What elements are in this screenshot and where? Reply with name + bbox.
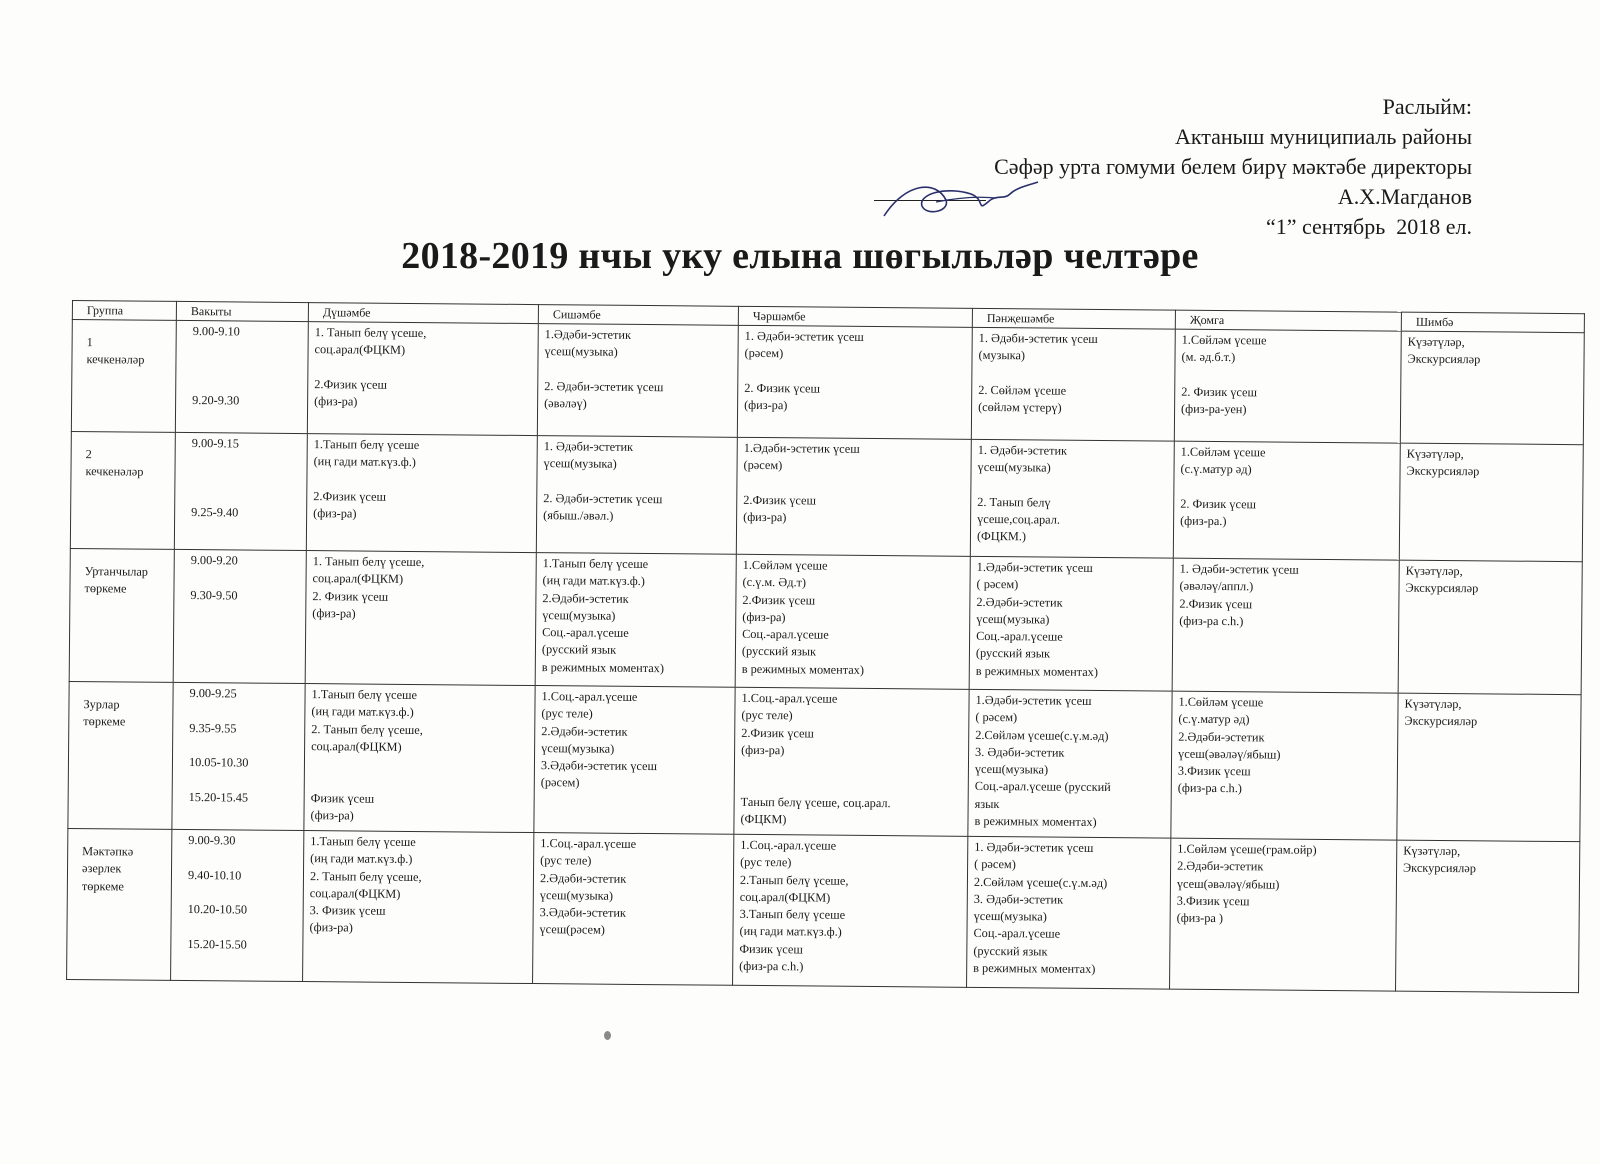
header-time: Вакыты [176, 301, 308, 321]
approval-district: Актаныш муниципиаль районы [1174, 124, 1472, 149]
friday-cell: 1.Сөйләм үсеше (м. әд.б.т.) 2. Физик үсеш (физ-ра-уен) [1174, 329, 1401, 443]
table-row [69, 548, 1582, 694]
table-row [70, 431, 1583, 561]
group-cell: 1 кечкенәләр [71, 320, 176, 433]
header-saturday: Шимбә [1401, 312, 1584, 333]
tuesday-cell: 1.Соц.-арал.үсеше (рус теле) 2.Әдәби-эстетик үсеш(музыка) 3.Әдәби-эстетик үсеш (рәсем) [534, 686, 735, 835]
time-cell: 9.00-9.15 9.25-9.40 [174, 432, 307, 550]
time-cell: 9.00-9.30 9.40-10.10 10.20-10.50 15.20-15.50 [171, 829, 304, 981]
group-cell: Мәктәпкә әзерлек төркеме [67, 828, 172, 980]
friday-cell: 1.Сөйләм үсеше (с.ү.матур әд) 2. Физик үсеш (физ-ра.) [1173, 441, 1400, 560]
header-thursday: Пәнҗешәмбе [972, 308, 1175, 329]
wednesday-cell: 1.Соц.-арал.үсеше (рус теле) 2.Танып белү үсеше, соц.арал(ФЦКМ) 3.Танып белү үсеше (иң гади мат.күз.ф.) Физик үсеш (физ-ра с.һ.) [733, 834, 968, 987]
monday-cell: 1. Танып белү үсеше, соц.арал(ФЦКМ) 2. Физик үсеш (физ-ра) [305, 551, 536, 686]
thursday-cell: 1. Әдәби-эстетик үсеш (музыка) 2. Сөйләм үсеше (сөйләм үстерү) [971, 327, 1175, 441]
approval-heading: Раслыйм: [1382, 94, 1472, 119]
header-group: Группа [72, 301, 176, 321]
approval-block [994, 92, 1472, 242]
saturday-cell: Күзәтүләр, Экскурсияләр [1396, 840, 1580, 993]
thursday-cell: 1. Әдәби-эстетик үсеш(музыка) 2. Танып белү үсеше,соц.арал. (ФЦКМ.) [970, 439, 1174, 558]
approval-date: “1” сентябрь 2018 ел. [1265, 214, 1472, 239]
monday-cell: 1. Танып белү үсеше, соц.арал(ФЦКМ) 2.Физик үсеш (физ-ра) [307, 322, 538, 436]
tuesday-cell: 1.Әдәби-эстетик үсеш(музыка) 2. Әдәби-эстетик үсеш (әвәләү) [537, 324, 738, 438]
header-monday: Дүшәмбе [308, 303, 538, 324]
scan-speck [604, 1031, 611, 1040]
saturday-cell: Күзәтүләр, Экскурсияләр [1398, 560, 1582, 695]
saturday-cell: Күзәтүләр, Экскурсияләр [1400, 331, 1584, 445]
thursday-cell: 1.Әдәби-эстетик үсеш ( рәсем) 2.Сөйләм үсеше(с.ү.м.әд) 3. Әдәби-эстетик үсеш(музыка) Соц.-арал.үсеше (русский язык в режимных моментах) [968, 689, 1172, 838]
group-cell: Уртанчылар төркеме [69, 548, 174, 682]
monday-cell: 1.Танып белү үсеше (иң гади мат.күз.ф.) 2. Танып белү үсеше, соц.арал(ФЦКМ) Физик үсеш (физ-ра) [304, 684, 535, 833]
wednesday-cell: 1.Әдәби-эстетик үсеш (рәсем) 2.Физик үсеш (физ-ра) [736, 437, 971, 556]
time-cell: 9.00-9.25 9.35-9.55 10.05-10.30 15.20-15.45 [172, 682, 305, 830]
page-title: 2018-2019 нчы уку елына шөгыльләр челтәре [401, 235, 1199, 277]
wednesday-cell: 1. Әдәби-эстетик үсеш (рәсем) 2. Физик үсеш (физ-ра) [737, 325, 972, 439]
approval-school-director: Сәфәр урта гомуми белем бирү мәктәбе директоры [994, 154, 1472, 179]
monday-cell: 1.Танып белү үсеше (иң гади мат.күз.ф.) 2. Танып белү үсеше, соц.арал(ФЦКМ) 3. Физик үсеш (физ-ра) [303, 831, 534, 984]
group-cell: 2 кечкенәләр [70, 431, 175, 549]
time-cell: 9.00-9.10 9.20-9.30 [175, 320, 308, 433]
friday-cell: 1.Сөйләм үсеше (с.ү.матур әд) 2.Әдәби-эстетик үсеш(әвәләү/ябыш) 3.Физик үсеш (физ-ра с.һ.) [1171, 691, 1398, 840]
header-tuesday: Сишәмбе [538, 305, 738, 326]
signature-icon [876, 172, 1046, 222]
tuesday-cell: 1.Танып белү үсеше (иң гади мат.күз.ф.) 2.Әдәби-эстетик үсеш(музыка) Соц.-арал.үсеше (русский язык в режимных моментах) [535, 553, 736, 688]
monday-cell: 1.Танып белү үсеше (иң гади мат.күз.ф.) 2.Физик үсеш (физ-ра) [306, 434, 537, 553]
wednesday-cell: 1.Сөйләм үсеше (с.ү.м. Әд.т) 2.Физик үсеш (физ-ра) Соц.-арал.үсеше (русский язык в режимных моментах) [735, 554, 970, 689]
friday-cell: 1.Сөйләм үсеше(грам.ойр) 2.Әдәби-эстетик үсеш(әвәләү/ябыш) 3.Физик үсеш (физ-ра ) [1170, 838, 1397, 991]
table-row [71, 320, 1584, 445]
header-wednesday: Чәршәмбе [738, 306, 972, 327]
thursday-cell: 1.Әдәби-эстетик үсеш ( рәсем) 2.Әдәби-эстетик үсеш(музыка) Соц.-арал.үсеше (русский язык в режимных моментах) [969, 556, 1173, 691]
friday-cell: 1. Әдәби-эстетик үсеш (әвәләү/аппл.) 2.Физик үсеш (физ-ра с.һ.) [1172, 558, 1399, 693]
schedule-table [66, 300, 1585, 993]
wednesday-cell: 1.Соц.-арал.үсеше (рус теле) 2.Физик үсеш (физ-ра) Танып белү үсеше, соц.арал. (ФЦКМ) [734, 687, 969, 836]
tuesday-cell: 1.Соц.-арал.үсеше (рус теле) 2.Әдәби-эстетик үсеш(музыка) 3.Әдәби-эстетик үсеш(рәсем) [533, 833, 734, 986]
saturday-cell: Күзәтүләр, Экскурсияләр [1397, 693, 1581, 842]
table-row [68, 681, 1581, 841]
header-friday: Җомга [1175, 310, 1401, 331]
time-cell: 9.00-9.20 9.30-9.50 [173, 549, 306, 683]
tuesday-cell: 1. Әдәби-эстетик үсеш(музыка) 2. Әдәби-эстетик үсеш (ябыш./әвәл.) [536, 436, 737, 555]
table-row [67, 828, 1580, 992]
thursday-cell: 1. Әдәби-эстетик үсеш ( рәсем) 2.Сөйләм үсеше(с.ү.м.әд) 3. Әдәби-эстетик үсеш(музыка) Соц.-арал.үсеше (русский язык в режимных моментах) [967, 836, 1171, 989]
saturday-cell: Күзәтүләр, Экскурсияләр [1399, 443, 1583, 562]
group-cell: Зурлар төркеме [68, 681, 173, 829]
approval-director-name: А.Х.Магданов [1337, 184, 1472, 209]
